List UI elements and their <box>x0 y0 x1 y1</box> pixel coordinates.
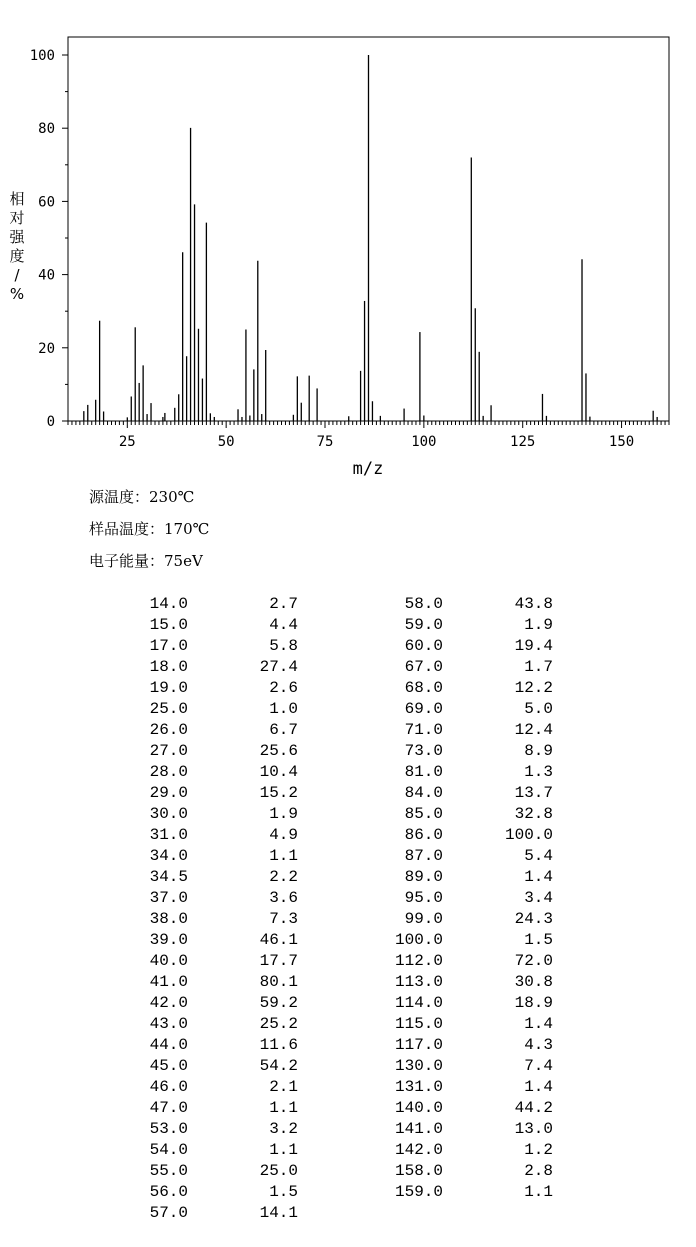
peak-mz: 30.0 <box>149 805 188 823</box>
peak-intensity: 1.1 <box>524 1183 553 1201</box>
peak-intensity: 1.9 <box>524 616 553 634</box>
peak-row <box>365 909 553 930</box>
peak-row <box>365 867 553 888</box>
peak-intensity: 5.0 <box>524 700 553 718</box>
peak-row <box>0 1182 298 1203</box>
peak-intensity: 14.1 <box>259 1204 298 1222</box>
peak-row <box>365 678 553 699</box>
peak-intensity: 44.2 <box>514 1099 553 1117</box>
peak-intensity: 1.5 <box>269 1183 298 1201</box>
peak-mz: 130.0 <box>394 1057 443 1075</box>
peak-mz: 26.0 <box>149 721 188 739</box>
peak-mz: 73.0 <box>404 742 443 760</box>
peak-mz: 117.0 <box>394 1036 443 1054</box>
x-tick-label: 75 <box>316 434 334 450</box>
peak-row <box>365 993 553 1014</box>
peak-row <box>365 1014 553 1035</box>
peak-intensity: 7.4 <box>524 1057 553 1075</box>
peak-row <box>0 720 298 741</box>
peak-row <box>365 1140 553 1161</box>
peak-intensity: 19.4 <box>514 637 553 655</box>
peak-intensity: 5.8 <box>269 637 298 655</box>
peak-row <box>0 741 298 762</box>
peak-row <box>0 909 298 930</box>
peak-row <box>0 1119 298 1140</box>
peak-mz: 68.0 <box>404 679 443 697</box>
peak-mz: 45.0 <box>149 1057 188 1075</box>
peak-row <box>365 1056 553 1077</box>
peak-intensity: 2.6 <box>269 679 298 697</box>
peak-mz: 18.0 <box>149 658 188 676</box>
peak-intensity: 54.2 <box>259 1057 298 1075</box>
peak-row <box>365 615 553 636</box>
peak-mz: 71.0 <box>404 721 443 739</box>
peak-intensity: 3.2 <box>269 1120 298 1138</box>
peak-mz: 140.0 <box>394 1099 443 1117</box>
peak-intensity: 72.0 <box>514 952 553 970</box>
peak-row <box>0 1014 298 1035</box>
peak-mz: 31.0 <box>149 826 188 844</box>
peak-mz: 99.0 <box>404 910 443 928</box>
peak-intensity: 32.8 <box>514 805 553 823</box>
peak-intensity: 30.8 <box>514 973 553 991</box>
peak-intensity: 46.1 <box>259 931 298 949</box>
peak-row <box>365 783 553 804</box>
peak-mz: 44.0 <box>149 1036 188 1054</box>
peak-row <box>365 1077 553 1098</box>
y-axis-label-char: 度 <box>9 247 25 265</box>
peak-intensity: 18.9 <box>514 994 553 1012</box>
peak-intensity: 100.0 <box>504 826 553 844</box>
peak-mz: 46.0 <box>149 1078 188 1096</box>
peak-row <box>0 867 298 888</box>
peak-intensity: 43.8 <box>514 595 553 613</box>
peak-intensity: 2.2 <box>269 868 298 886</box>
peak-intensity: 25.2 <box>259 1015 298 1033</box>
peak-mz: 15.0 <box>149 616 188 634</box>
peak-mz: 86.0 <box>404 826 443 844</box>
peak-intensity: 1.4 <box>524 1078 553 1096</box>
y-axis-label-char: 相 <box>9 190 25 208</box>
peak-intensity: 80.1 <box>259 973 298 991</box>
peak-row <box>0 825 298 846</box>
mass-spectrum-chart <box>0 0 696 480</box>
peak-mz: 115.0 <box>394 1015 443 1033</box>
peak-row <box>365 594 553 615</box>
peak-row <box>0 699 298 720</box>
peak-row <box>365 930 553 951</box>
peak-intensity: 4.9 <box>269 826 298 844</box>
param-value: 75eV <box>164 552 203 570</box>
peak-row <box>0 636 298 657</box>
peak-mz: 28.0 <box>149 763 188 781</box>
peak-intensity: 4.3 <box>524 1036 553 1054</box>
peak-mz: 47.0 <box>149 1099 188 1117</box>
peak-mz: 113.0 <box>394 973 443 991</box>
peak-mz: 54.0 <box>149 1141 188 1159</box>
peak-mz: 55.0 <box>149 1162 188 1180</box>
peak-intensity: 1.2 <box>524 1141 553 1159</box>
peak-mz: 34.5 <box>149 868 188 886</box>
peak-intensity: 8.9 <box>524 742 553 760</box>
peak-mz: 141.0 <box>394 1120 443 1138</box>
y-axis-label-char: 对 <box>9 209 25 227</box>
peak-mz: 25.0 <box>149 700 188 718</box>
peak-mz: 100.0 <box>394 931 443 949</box>
peak-table-left <box>0 594 298 1224</box>
y-tick-label: 40 <box>38 267 55 284</box>
peak-mz: 56.0 <box>149 1183 188 1201</box>
y-tick-label: 0 <box>46 414 55 430</box>
peak-row <box>365 825 553 846</box>
peak-row <box>365 741 553 762</box>
x-tick-label: 50 <box>217 434 235 450</box>
peak-mz: 158.0 <box>394 1162 443 1180</box>
param-line <box>89 518 209 550</box>
x-tick-label: 25 <box>118 434 136 450</box>
y-tick-label: 80 <box>38 121 55 138</box>
peak-intensity: 1.9 <box>269 805 298 823</box>
peak-intensity: 12.2 <box>514 679 553 697</box>
peak-intensity: 27.4 <box>259 658 298 676</box>
x-tick-label: 100 <box>411 434 437 450</box>
peak-intensity: 5.4 <box>524 847 553 865</box>
peak-row <box>0 972 298 993</box>
peak-table-right <box>365 594 553 1203</box>
y-axis-label-char: % <box>9 285 25 303</box>
peak-row <box>0 678 298 699</box>
peak-intensity: 1.3 <box>524 763 553 781</box>
peak-intensity: 12.4 <box>514 721 553 739</box>
peak-intensity: 1.1 <box>269 1141 298 1159</box>
peak-mz: 69.0 <box>404 700 443 718</box>
peak-row <box>0 888 298 909</box>
peak-row <box>0 1140 298 1161</box>
param-label: 电子能量： <box>89 552 165 570</box>
peak-intensity: 1.7 <box>524 658 553 676</box>
peak-mz: 40.0 <box>149 952 188 970</box>
peak-intensity: 25.6 <box>259 742 298 760</box>
x-axis-label: m/z <box>352 459 384 479</box>
peak-intensity: 2.7 <box>269 595 298 613</box>
param-value: 230℃ <box>149 488 195 506</box>
param-label: 源温度： <box>89 488 150 506</box>
peak-row <box>0 1077 298 1098</box>
peak-row <box>0 846 298 867</box>
peak-intensity: 1.0 <box>269 700 298 718</box>
peak-row <box>365 951 553 972</box>
peak-mz: 39.0 <box>149 931 188 949</box>
x-tick-label: 150 <box>608 434 635 450</box>
peak-row <box>365 1119 553 1140</box>
peak-mz: 57.0 <box>149 1204 188 1222</box>
peak-row <box>365 846 553 867</box>
peak-mz: 43.0 <box>149 1015 188 1033</box>
peak-row <box>365 1161 553 1182</box>
peak-intensity: 11.6 <box>259 1036 298 1054</box>
instrument-params <box>89 486 209 582</box>
peak-row <box>0 783 298 804</box>
peak-row <box>365 972 553 993</box>
peak-row <box>365 657 553 678</box>
param-label: 样品温度： <box>89 520 165 538</box>
peak-mz: 95.0 <box>404 889 443 907</box>
peak-row <box>0 1056 298 1077</box>
y-axis-label <box>8 190 26 304</box>
peak-row <box>0 951 298 972</box>
peak-row <box>365 804 553 825</box>
peak-mz: 114.0 <box>394 994 443 1012</box>
peak-mz: 87.0 <box>404 847 443 865</box>
peak-row <box>365 1098 553 1119</box>
peak-intensity: 13.7 <box>514 784 553 802</box>
peak-intensity: 2.8 <box>524 1162 553 1180</box>
peak-row <box>0 1035 298 1056</box>
peak-intensity: 17.7 <box>259 952 298 970</box>
peak-mz: 41.0 <box>149 973 188 991</box>
peak-mz: 58.0 <box>404 595 443 613</box>
peak-mz: 60.0 <box>404 637 443 655</box>
peak-intensity: 3.4 <box>524 889 553 907</box>
peak-intensity: 2.1 <box>269 1078 298 1096</box>
peak-row <box>365 1182 553 1203</box>
peak-row <box>0 1203 298 1224</box>
param-line <box>89 550 209 582</box>
peak-mz: 131.0 <box>394 1078 443 1096</box>
peak-row <box>365 1035 553 1056</box>
peak-mz: 37.0 <box>149 889 188 907</box>
peak-mz: 89.0 <box>404 868 443 886</box>
y-tick-label: 100 <box>29 48 55 64</box>
x-tick-label: 125 <box>510 434 536 450</box>
peak-mz: 67.0 <box>404 658 443 676</box>
peak-mz: 112.0 <box>394 952 443 970</box>
peak-intensity: 13.0 <box>514 1120 553 1138</box>
peak-mz: 19.0 <box>149 679 188 697</box>
peak-row <box>0 1161 298 1182</box>
param-value: 170℃ <box>164 520 210 538</box>
peak-intensity: 1.4 <box>524 868 553 886</box>
peak-mz: 42.0 <box>149 994 188 1012</box>
peak-mz: 59.0 <box>404 616 443 634</box>
y-tick-label: 60 <box>38 194 55 211</box>
peak-row <box>0 804 298 825</box>
peak-row <box>365 762 553 783</box>
peak-row <box>0 930 298 951</box>
peak-mz: 84.0 <box>404 784 443 802</box>
peak-mz: 34.0 <box>149 847 188 865</box>
peak-intensity: 7.3 <box>269 910 298 928</box>
peak-mz: 14.0 <box>149 595 188 613</box>
peak-row <box>0 993 298 1014</box>
peak-intensity: 25.0 <box>259 1162 298 1180</box>
peak-mz: 81.0 <box>404 763 443 781</box>
param-line <box>89 486 209 518</box>
peak-mz: 142.0 <box>394 1141 443 1159</box>
peak-row <box>365 636 553 657</box>
peak-row <box>0 762 298 783</box>
peak-intensity: 15.2 <box>259 784 298 802</box>
y-axis-label-char: 强 <box>9 228 25 246</box>
peak-mz: 38.0 <box>149 910 188 928</box>
peak-intensity: 1.1 <box>269 1099 298 1117</box>
peak-row <box>0 594 298 615</box>
peak-row <box>365 888 553 909</box>
peak-intensity: 1.5 <box>524 931 553 949</box>
peak-mz: 29.0 <box>149 784 188 802</box>
peak-mz: 85.0 <box>404 805 443 823</box>
peak-mz: 53.0 <box>149 1120 188 1138</box>
peak-row <box>0 657 298 678</box>
peak-mz: 27.0 <box>149 742 188 760</box>
peak-mz: 17.0 <box>149 637 188 655</box>
peak-intensity: 59.2 <box>259 994 298 1012</box>
peak-intensity: 3.6 <box>269 889 298 907</box>
peak-intensity: 6.7 <box>269 721 298 739</box>
peak-intensity: 1.4 <box>524 1015 553 1033</box>
y-tick-label: 20 <box>38 340 55 357</box>
peak-row <box>0 615 298 636</box>
y-axis-label-char: / <box>14 266 20 284</box>
peak-row <box>365 699 553 720</box>
peak-intensity: 4.4 <box>269 616 298 634</box>
peak-intensity: 24.3 <box>514 910 553 928</box>
peak-mz: 159.0 <box>394 1183 443 1201</box>
peak-intensity: 1.1 <box>269 847 298 865</box>
peak-row <box>0 1098 298 1119</box>
peak-intensity: 10.4 <box>259 763 298 781</box>
peak-row <box>365 720 553 741</box>
